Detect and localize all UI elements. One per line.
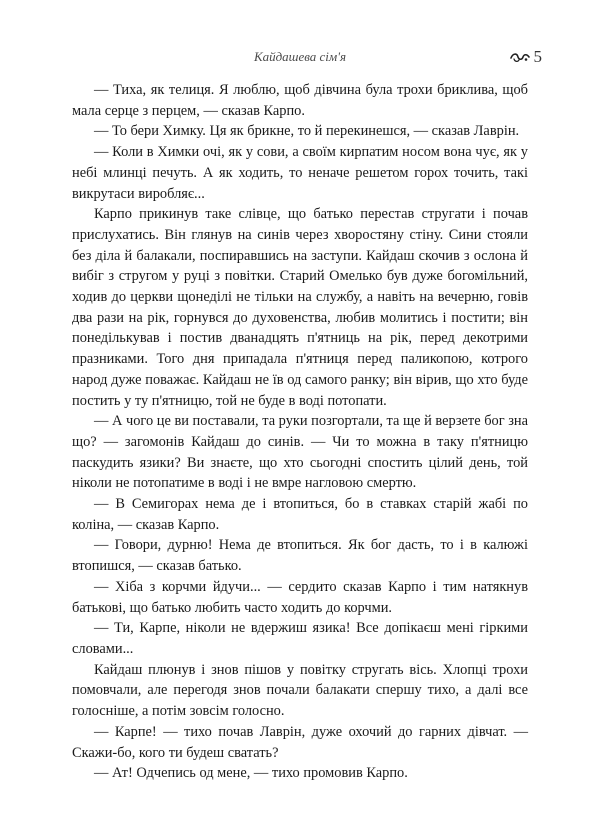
paragraph: — Хіба з корчми йдучи... — сердито сказав Карпо і тим натякнув батькові, що батько любить часто ходить до корчми. xyxy=(72,578,528,616)
running-header xyxy=(58,46,542,68)
running-title: Кайдашева сім'я xyxy=(253,49,347,64)
paragraph: — А чого це ви поставали, та руки позгортали, та ще й верзете бог зна що? — загомонів Кайдаш до синів. — Чи то можна в таку п'ятницю паскудить язики? Ви знаєте, що хто сьогодні спостить цілий день, той ніколи не потопатиме в воді і не вмре нагловою смертю. xyxy=(72,413,528,492)
paragraph: — Ти, Карпе, ніколи не вдержиш язика! Все допікаєш мені гіркими словами... xyxy=(72,620,528,657)
page-number: 5 xyxy=(533,47,542,66)
paragraph: Кайдаш плюнув і знов пішов у повітку стругать вісь. Хлопці трохи помовчали, але перегодя знов почали балакати спершу тихо, а далі все голосніше, а потім зовсім голосно. xyxy=(72,661,528,720)
paragraph: — Коли в Химки очі, як у сови, а своїм кирпатим носом вона чує, як у небі млинці печуть. А як ходить, то неначе решетом горох точить, такі викрутаси виробляє... xyxy=(72,144,528,202)
page-number-group xyxy=(510,46,543,68)
fleuron-ornament-icon xyxy=(510,51,530,63)
paragraph: — То бери Химку. Ця як брикне, то й перекинешся, — сказав Лаврін. xyxy=(94,123,520,140)
paragraph: — Карпе! — тихо почав Лаврін, дуже охочий до гарних дівчат. — Скажи-бо, кого ти будеш сватать? xyxy=(72,723,528,761)
paragraph: — Ат! Одчепись од мене, — тихо промовив Карпо. xyxy=(94,765,408,782)
paragraph: — В Семигорах нема де і втопиться, бо в ставках старій жабі по коліна, — сказав Карпо. xyxy=(72,496,528,533)
paragraph: — Тиха, як телиця. Я люблю, щоб дівчина була трохи бриклива, щоб мала серце з перцем, — сказав Карпо. xyxy=(72,82,528,119)
paragraph: Карпо прикинув таке слівце, що батько перестав стругати і почав прислухатись. Він глянув на синів через хворостяну стіну. Сини стояли без діла й балакали, поспиравшись на заступи. Кайдаш скочив з ослона й вибіг з стругом у руці з повітки. Старий Омелько був дуже богомільний, ходив до церкви щонеділі не тільки на службу, а навіть на вечерню, говів два рази на рік, горнувся до духовенства, любив молитись і постити; він понедількував і постив дванадцять п'ятниць на рік, перед декотрими празниками. Того дня припадала п'ятниця перед паликопою, котрого народ дуже поважає. Кайдаш не їв од самого ранку; він вірив, що хто буде постить у ту п'ятницю, той не буде в воді потопати. xyxy=(72,206,528,409)
paragraph: — Говори, дурню! Нема де втопиться. Як бог дасть, то і в калюжі втопишся, — сказав батько. xyxy=(72,537,528,575)
body-text xyxy=(72,80,528,784)
